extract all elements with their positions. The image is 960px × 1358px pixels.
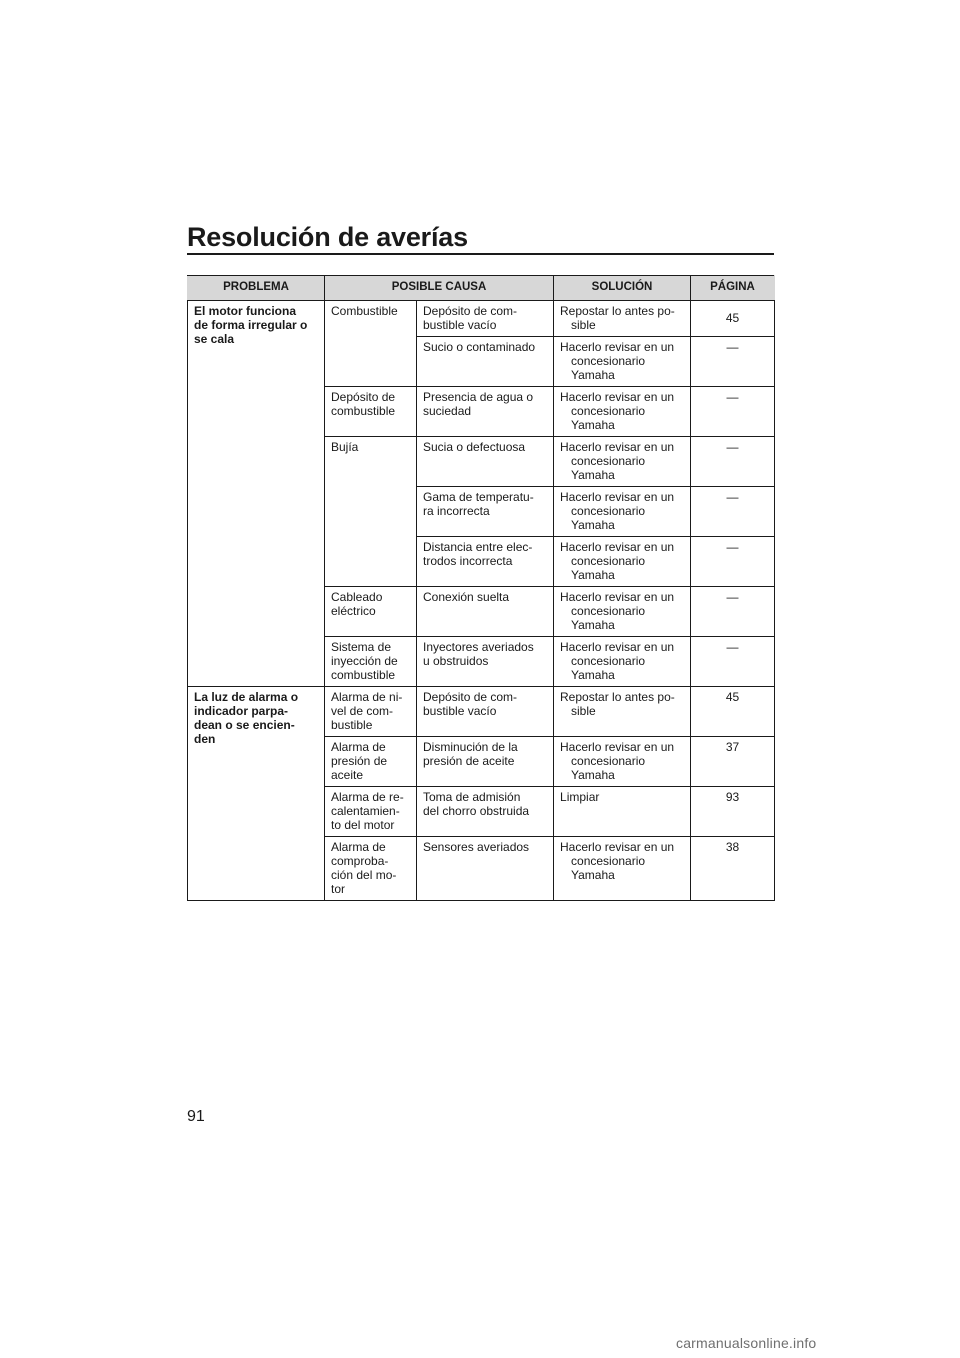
solution-cell — [554, 737, 691, 787]
watermark: carmanualsonline.info — [676, 1335, 817, 1351]
cell-line: Hacerlo revisar en un — [560, 390, 675, 404]
cell-line: to del motor — [331, 818, 395, 832]
solution-cell — [554, 637, 691, 687]
cell-line: concesionario — [571, 404, 646, 418]
solution-cell — [554, 337, 691, 387]
cell-line: Yamaha — [571, 568, 615, 582]
page-ref-cell: — — [691, 537, 775, 587]
cause-detail-cell — [417, 487, 554, 537]
cell-line: vel de com- — [331, 704, 394, 718]
cell-line: eléctrico — [331, 604, 376, 618]
page-number: 91 — [187, 1108, 205, 1125]
cell-line: bustible — [331, 718, 373, 732]
cell-line: tor — [331, 882, 346, 896]
cell-line: Yamaha — [571, 518, 615, 532]
cell-line: Inyectores averiados — [423, 640, 534, 654]
cell-line: Sistema de — [331, 640, 392, 654]
cell-line: Hacerlo revisar en un — [560, 640, 675, 654]
cell-line: Yamaha — [571, 368, 615, 382]
cell-line: combustible — [331, 404, 396, 418]
cell-line: comproba- — [331, 854, 389, 868]
cell-line: Sucia o defectuosa — [423, 440, 526, 454]
cell-line: Yamaha — [571, 668, 615, 682]
cell-line: sible — [571, 704, 596, 718]
cell-line: ción del mo- — [331, 868, 397, 882]
cause-detail-cell — [417, 387, 554, 437]
cell-line: Hacerlo revisar en un — [560, 840, 675, 854]
cell-line: presión de — [331, 754, 388, 768]
page-ref-cell: 37 — [691, 737, 775, 787]
cell-line: Hacerlo revisar en un — [560, 440, 675, 454]
cell-line: Cableado — [331, 590, 383, 604]
cell-line: concesionario — [571, 504, 646, 518]
cell-line: Hacerlo revisar en un — [560, 740, 675, 754]
cause-category-cell — [325, 301, 417, 387]
header-cause: POSIBLE CAUSA — [325, 276, 554, 301]
title-divider — [187, 253, 774, 255]
cell-line: Yamaha — [571, 468, 615, 482]
header-page: PÁGINA — [691, 276, 775, 301]
cell-line: de forma irregular o — [194, 318, 308, 332]
page-ref-cell: 45 — [691, 301, 775, 337]
cell-line: concesionario — [571, 854, 646, 868]
cell-line: bustible vacío — [423, 704, 497, 718]
cell-line: concesionario — [571, 354, 646, 368]
cell-line: u obstruidos — [423, 654, 489, 668]
cell-line: Sucio o contaminado — [423, 340, 536, 354]
cell-line: calentamien- — [331, 804, 400, 818]
cell-line: trodos incorrecta — [423, 554, 513, 568]
cell-line: concesionario — [571, 654, 646, 668]
cell-line: Sensores averiados — [423, 840, 530, 854]
solution-cell — [554, 537, 691, 587]
cause-detail-cell — [417, 637, 554, 687]
cause-detail-cell — [417, 587, 554, 637]
cell-line: Hacerlo revisar en un — [560, 340, 675, 354]
cell-line: concesionario — [571, 754, 646, 768]
cell-line: Repostar lo antes po- — [560, 690, 675, 704]
table-header-row — [188, 276, 775, 301]
cell-line: concesionario — [571, 454, 646, 468]
cell-line: Distancia entre elec- — [423, 540, 533, 554]
cause-category-cell — [325, 737, 417, 787]
cell-line: Depósito de — [331, 390, 396, 404]
solution-cell — [554, 437, 691, 487]
cause-detail-cell — [417, 437, 554, 487]
cell-line: ra incorrecta — [423, 504, 490, 518]
cell-line: concesionario — [571, 604, 646, 618]
solution-cell — [554, 387, 691, 437]
cell-line: Yamaha — [571, 868, 615, 882]
cell-line: del chorro obstruida — [423, 804, 530, 818]
cell-line: Depósito de com- — [423, 690, 518, 704]
cause-detail-cell — [417, 337, 554, 387]
cause-category-cell — [325, 837, 417, 901]
page-ref-cell: — — [691, 437, 775, 487]
cause-category-cell — [325, 787, 417, 837]
cause-category-cell — [325, 437, 417, 587]
cell-line: Presencia de agua o — [423, 390, 534, 404]
solution-cell — [554, 787, 691, 837]
cause-detail-cell — [417, 537, 554, 587]
page-ref-cell: 38 — [691, 837, 775, 901]
cell-line: Alarma de — [331, 740, 386, 754]
cause-detail-cell — [417, 301, 554, 337]
cell-line: combustible — [331, 668, 396, 682]
cell-line: Bujía — [331, 440, 359, 454]
cell-line: Alarma de ni- — [331, 690, 403, 704]
cause-detail-cell — [417, 737, 554, 787]
troubleshooting-table — [187, 275, 775, 901]
cell-line: aceite — [331, 768, 364, 782]
cell-line: Yamaha — [571, 418, 615, 432]
cause-category-cell — [325, 687, 417, 737]
solution-cell — [554, 687, 691, 737]
cause-detail-cell — [417, 687, 554, 737]
cause-category-cell — [325, 387, 417, 437]
cell-line: presión de aceite — [423, 754, 515, 768]
solution-cell — [554, 587, 691, 637]
cell-line: Alarma de re- — [331, 790, 404, 804]
cell-line: Depósito de com- — [423, 304, 518, 318]
page-ref-cell: — — [691, 387, 775, 437]
table-row — [188, 301, 775, 337]
cell-line: Hacerlo revisar en un — [560, 540, 675, 554]
cell-line: Conexión suelta — [423, 590, 510, 604]
cell-line: concesionario — [571, 554, 646, 568]
page-ref-cell: — — [691, 587, 775, 637]
cell-line: Toma de admisión — [423, 790, 521, 804]
page-ref-cell: — — [691, 337, 775, 387]
problem-cell — [188, 301, 325, 687]
page-title: Resolución de averías — [187, 222, 468, 252]
cell-line: Alarma de — [331, 840, 386, 854]
cell-line: se cala — [194, 332, 235, 346]
solution-cell — [554, 487, 691, 537]
cause-category-cell — [325, 637, 417, 687]
page-ref-cell: 93 — [691, 787, 775, 837]
cell-line: Disminución de la — [423, 740, 518, 754]
cell-line: inyección de — [331, 654, 398, 668]
table-body — [188, 301, 775, 901]
cell-line: Hacerlo revisar en un — [560, 490, 675, 504]
cause-detail-cell — [417, 787, 554, 837]
cell-line: Limpiar — [560, 790, 600, 804]
cause-category-cell — [325, 587, 417, 637]
cell-line: Yamaha — [571, 618, 615, 632]
cell-line: indicador parpa- — [194, 704, 289, 718]
page-ref-cell: — — [691, 637, 775, 687]
cell-line: den — [194, 732, 216, 746]
solution-cell — [554, 301, 691, 337]
cell-line: La luz de alarma o — [194, 690, 299, 704]
problem-cell — [188, 687, 325, 901]
header-solution: SOLUCIÓN — [554, 276, 691, 301]
cell-line: bustible vacío — [423, 318, 497, 332]
cause-detail-cell — [417, 837, 554, 901]
page-ref-cell: 45 — [691, 687, 775, 737]
cell-line: Combustible — [331, 304, 398, 318]
cell-line: dean o se encien- — [194, 718, 295, 732]
cell-line: Yamaha — [571, 768, 615, 782]
cell-line: suciedad — [423, 404, 472, 418]
cell-line: El motor funciona — [194, 304, 296, 318]
cell-line: Hacerlo revisar en un — [560, 590, 675, 604]
cell-line: Gama de temperatu- — [423, 490, 534, 504]
cell-line: Repostar lo antes po- — [560, 304, 675, 318]
page-ref-cell: — — [691, 487, 775, 537]
table-row — [188, 687, 775, 737]
solution-cell — [554, 837, 691, 901]
cell-line: sible — [571, 318, 596, 332]
header-problem: PROBLEMA — [188, 276, 325, 301]
